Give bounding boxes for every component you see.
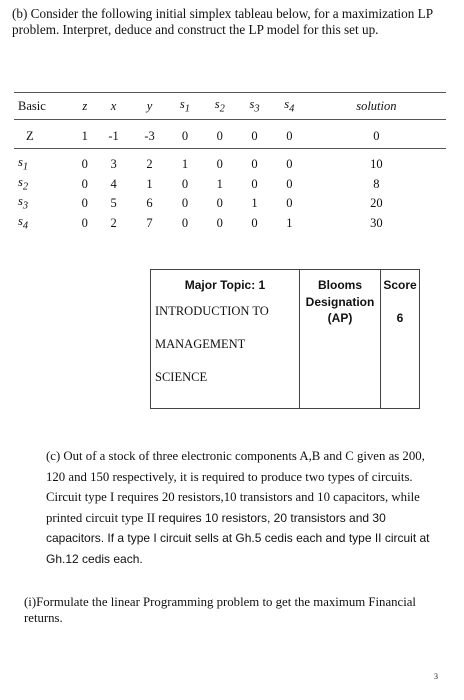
question-c-i: (i)Formulate the linear Programming problem to get the maximum Financial returns.	[24, 595, 416, 625]
table-cell: 1	[181, 157, 189, 172]
intro-paragraph: (b) Consider the following initial simplex tableau below, for a maximization LP problem. Interpret, deduce and construct the LP model for this set up.	[12, 6, 433, 37]
tableau-row-s3	[14, 194, 446, 214]
z-row-cell: 0	[286, 128, 293, 143]
table-cell: 8	[373, 176, 380, 191]
z-row-cell: -3	[144, 128, 155, 143]
z-row-cell: 0	[251, 128, 258, 143]
header-s3: $s_3$	[249, 97, 260, 115]
tableau-header-row	[14, 93, 446, 120]
table-cell: 30	[370, 215, 383, 230]
table-cell: 2	[146, 157, 153, 172]
header-s4: $s_4$	[284, 97, 295, 115]
major-topic-label: Major Topic: 1	[184, 278, 266, 292]
score-label: Score	[383, 278, 417, 292]
table-cell: 6	[146, 196, 153, 211]
table-cell: 0	[251, 215, 258, 230]
score-value: 6	[396, 311, 404, 325]
table-cell: 1	[251, 196, 258, 211]
tableau-row-s1	[14, 149, 446, 175]
z-row-cell: 1	[81, 128, 88, 143]
table-cell: 5	[110, 196, 117, 211]
table-cell: 7	[146, 215, 153, 230]
table-cell: 20	[370, 196, 383, 211]
header-z: z	[82, 98, 88, 113]
simplex-tableau	[14, 92, 446, 233]
table-cell: 0	[81, 176, 88, 191]
header-x: x	[110, 98, 117, 113]
row-basic: $s_3$	[18, 194, 29, 212]
page-number: 3	[434, 672, 438, 681]
table-cell: 0	[216, 157, 223, 172]
header-s2: $s_2$	[214, 97, 225, 115]
table-cell: 0	[286, 176, 293, 191]
table-cell: 2	[110, 215, 117, 230]
table-cell: 1	[216, 176, 223, 191]
table-cell: 0	[81, 157, 88, 172]
table-cell: 1	[286, 215, 293, 230]
tableau-row-s2	[14, 175, 446, 195]
topic-line-3: SCIENCE	[155, 370, 208, 384]
table-cell: 0	[181, 196, 189, 211]
header-basic: Basic	[18, 98, 46, 113]
row-basic: $s_4$	[18, 213, 29, 231]
topic-line-2: MANAGEMENT	[155, 337, 246, 351]
table-cell: 0	[286, 196, 293, 211]
topic-score-box	[150, 269, 420, 409]
table-cell: 4	[110, 176, 117, 191]
row-basic: $s_1$	[18, 155, 29, 173]
score-cell	[381, 270, 420, 409]
z-row-cell: -1	[108, 128, 119, 143]
header-solution: solution	[356, 98, 397, 113]
table-cell: 0	[81, 215, 88, 230]
z-row-cell: 0	[373, 128, 380, 143]
header-s1: $s_1$	[179, 97, 190, 115]
tableau-row-s4	[14, 214, 446, 234]
ap-label: (AP)	[327, 311, 353, 325]
table-cell: 0	[286, 157, 293, 172]
z-row-basic: Z	[26, 128, 34, 143]
table-cell: 10	[370, 157, 383, 172]
z-row-cell: 0	[216, 128, 223, 143]
table-cell: 0	[251, 157, 258, 172]
header-y: y	[146, 98, 153, 113]
blooms-cell	[300, 270, 381, 409]
table-cell: 1	[146, 176, 153, 191]
table-cell: 0	[251, 176, 258, 191]
topic-line-1: INTRODUCTION TO	[155, 304, 269, 318]
question-c	[46, 446, 444, 569]
row-basic: $s_2$	[18, 174, 29, 192]
z-row-cell: 0	[181, 128, 189, 143]
blooms-label: Blooms	[317, 278, 362, 292]
table-cell: 0	[181, 176, 189, 191]
table-cell: 0	[81, 196, 88, 211]
tableau-z-row	[14, 120, 446, 149]
topic-cell	[151, 270, 300, 409]
table-cell: 0	[181, 215, 189, 230]
table-cell: 3	[110, 157, 117, 172]
table-cell: 0	[216, 196, 223, 211]
table-cell: 0	[216, 215, 223, 230]
question-c-text: (c) Out of a stock of three electronic components A,B and C given as 200, 120 and 150 respectively, it is required to produce two types of circuits. Circuit type I requires 20 resistors,10 transistors and 10 capacitors, while printed circuit type II	[46, 449, 425, 525]
question-c-text-sans: requires 10 resistors, 20 transistors and 30 capacitors. If a type I circuit sells at Gh.5 cedis each and type II circuit at Gh.12 cedis each.	[46, 510, 430, 566]
designation-label: Designation	[305, 295, 375, 309]
